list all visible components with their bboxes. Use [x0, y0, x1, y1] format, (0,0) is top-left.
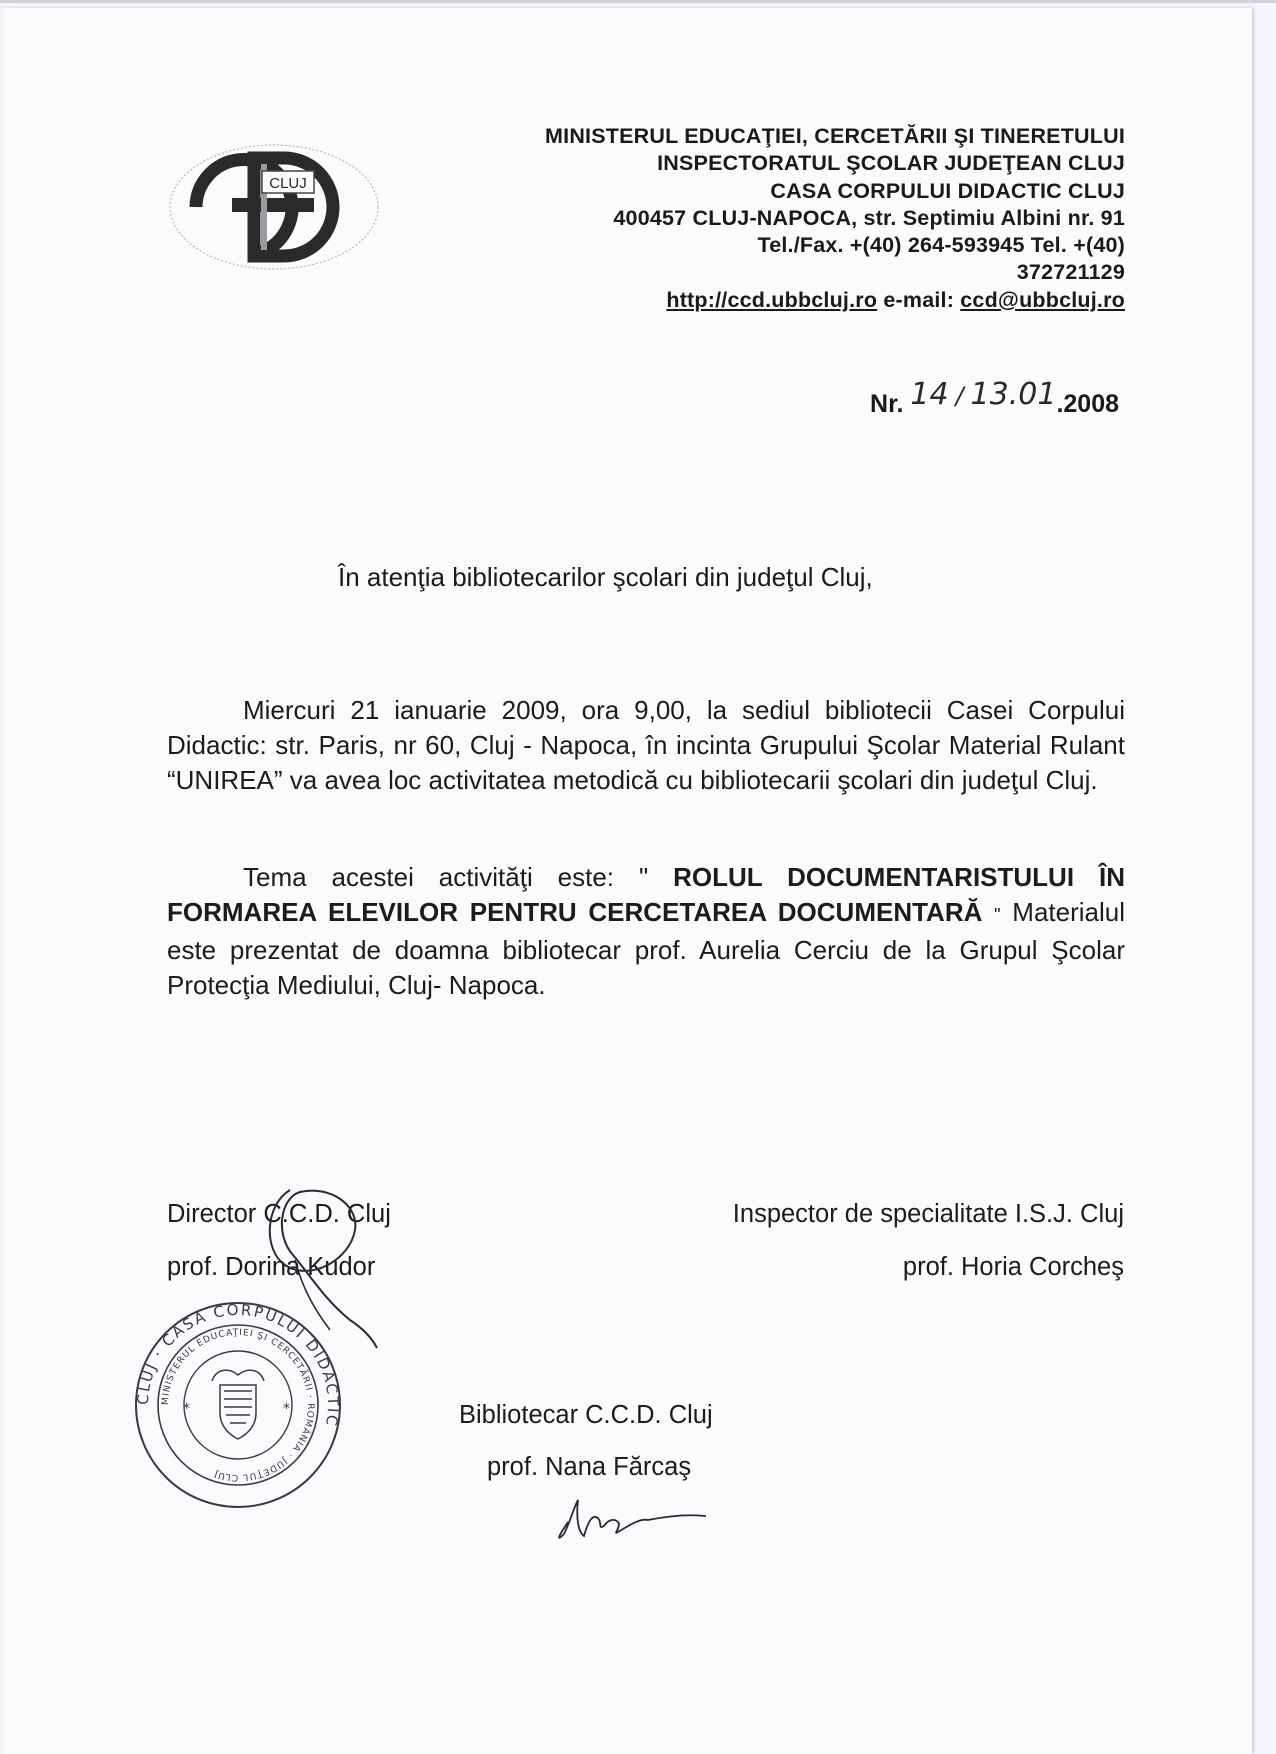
- coat-of-arms-icon: [212, 1370, 264, 1439]
- stamp-outer-text: CLUJ · CASA CORPULUI DIDACTIC: [133, 1300, 343, 1429]
- nr-number-handwritten: 14: [910, 377, 949, 412]
- header-institution: CASA CORPULUI DIDACTIC CLUJ: [770, 178, 1125, 203]
- header-inspectorate: INSPECTORATUL ŞCOLAR JUDEŢEAN CLUJ: [657, 151, 1125, 176]
- topic-intro: Tema acestei activităţi este: ": [243, 862, 649, 892]
- librarian-name: prof. Nana Fărcaş: [487, 1453, 692, 1481]
- paragraph-announcement: Miercuri 21 ianuarie 2009, ora 9,00, la sediul bibliotecii Casei Corpului Didactic: str. Paris, nr 60, Cluj - Napoca, în incinta Grupului Şcolar Material Rulant “UNIREA” va avea loc activitatea metodică cu bibliotecarii şcolari din judeţul Cluj.: [167, 695, 1125, 795]
- nr-prefix: Nr.: [870, 390, 904, 418]
- topic-presenter: Materialul este prezentat de doamna bibliotecar prof. Aurelia Cerciu de la Grupul Şcolar Protecţia Mediului, Cluj- Napoca.: [167, 897, 1125, 1000]
- topic-close-quote: ": [994, 905, 1001, 925]
- nr-year: .2008: [1056, 390, 1119, 418]
- header-phone-cont: 372721129: [1016, 260, 1125, 285]
- svg-text:*: *: [183, 1401, 190, 1417]
- header-address: 400457 CLUJ-NAPOCA, str. Septimiu Albini nr. 91: [613, 205, 1125, 230]
- header-contact-line: [430, 287, 1125, 314]
- registration-number: [870, 377, 1119, 420]
- svg-text:*: *: [283, 1401, 290, 1417]
- header-phone: Tel./Fax. +(40) 264-593945 Tel. +(40): [757, 233, 1125, 258]
- header-ministry: MINISTERUL EDUCAŢIEI, CERCETĂRII ŞI TINERETULUI: [545, 124, 1125, 148]
- website-link[interactable]: http://ccd.ubbcluj.ro: [666, 287, 878, 312]
- official-stamp: [128, 1295, 348, 1515]
- inspector-name: prof. Horia Corcheş: [902, 1253, 1124, 1281]
- inspector-title: Inspector de specialitate I.S.J. Cluj: [732, 1200, 1124, 1228]
- letterhead: [430, 123, 1125, 314]
- email-label: e-mail:: [883, 287, 955, 312]
- stamp-inner-text: MINISTERUL EDUCAŢIEI ŞI CERCETĂRII · ROMÂNIA · JUDEŢUL CLUJ: [160, 1327, 316, 1483]
- scan-edge: [0, 0, 1276, 3]
- director-name: prof. Dorina Kudor: [167, 1253, 376, 1281]
- nr-separator: /: [955, 382, 964, 410]
- nr-date-handwritten: 13.01: [970, 377, 1057, 412]
- email-link[interactable]: ccd@ubbcluj.ro: [960, 287, 1125, 312]
- librarian-title: Bibliotecar C.C.D. Cluj: [459, 1401, 713, 1429]
- librarian-signature: [548, 1492, 708, 1547]
- greeting: În atenţia bibliotecarilor şcolari din judeţul Cluj,: [338, 562, 873, 592]
- director-title: Director C.C.D. Cluj: [167, 1200, 391, 1228]
- topic-title: ROLUL DOCUMENTARISTULUI ÎN FORMAREA ELEVILOR PENTRU CERCETAREA DOCUMENTARĂ: [167, 862, 1125, 927]
- paragraph-topic: [167, 860, 1125, 1003]
- logo-text: CLUJ: [269, 175, 307, 192]
- ccd-logo: [166, 140, 386, 275]
